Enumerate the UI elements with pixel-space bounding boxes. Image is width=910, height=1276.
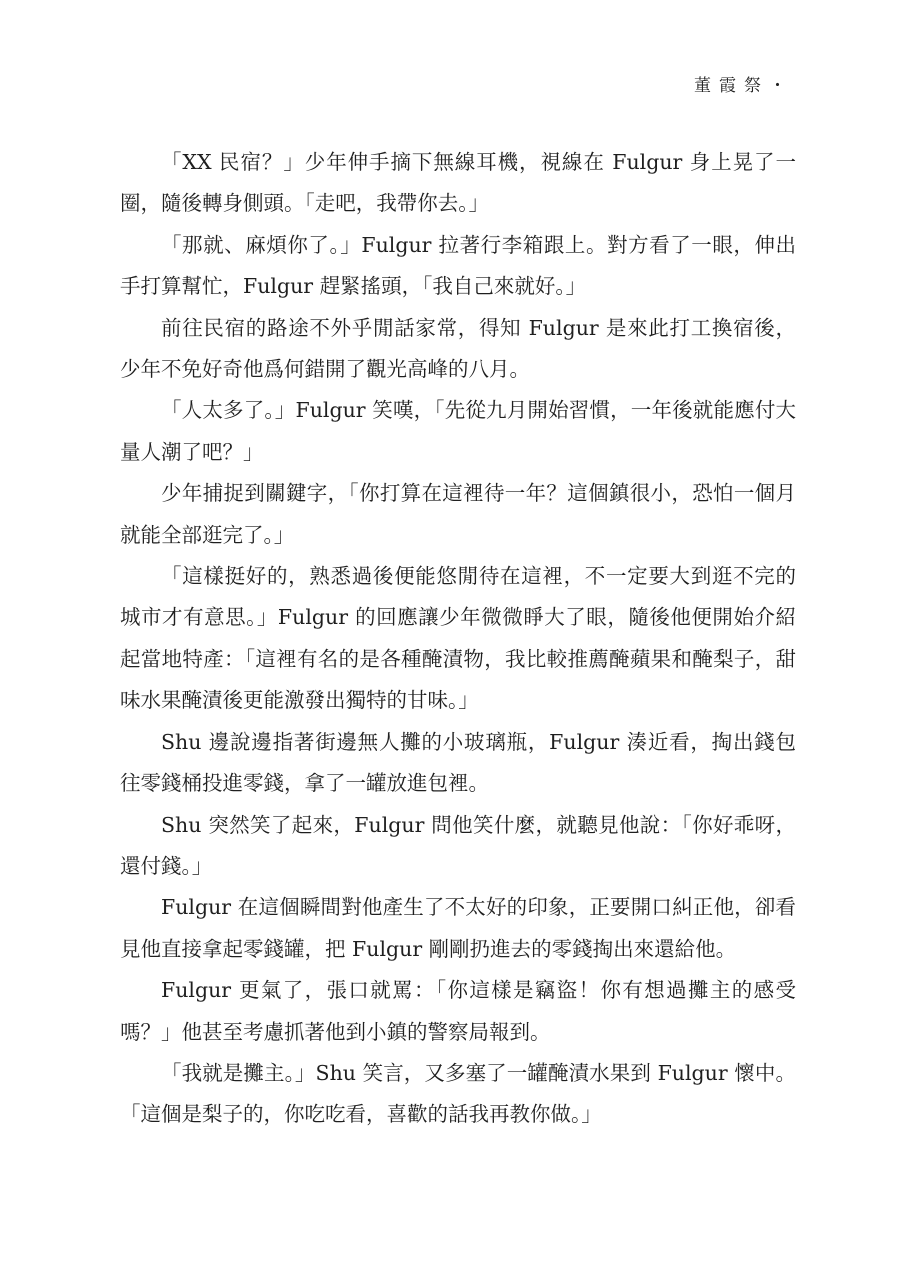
paragraph: 「我就是攤主。」Shu 笑言，又多塞了一罐醃漬水果到 Fulgur 懷中。「這個是梨子的，你吃吃看，喜歡的話我再教你做。」: [120, 1060, 796, 1127]
paragraph: 「這樣挺好的，熟悉過後便能悠閒待在這裡，不一定要大到逛不完的城市才有意思。」Fulgur 的回應讓少年微微睜大了眼，隨後他便開始介紹起當地特產：「這裡有名的是各種醃漬物，我比較推薦醃蘋果和醃梨子，甜味水果醃漬後更能激發出獨特的甘味。」: [120, 564, 796, 713]
paragraph: 少年捕捉到關鍵字，「你打算在這裡待一年？這個鎮很小，恐怕一個月就能全部逛完了。」: [120, 481, 796, 547]
body-text: [120, 142, 796, 1136]
paragraph: 「XX 民宿？」少年伸手摘下無線耳機，視線在 Fulgur 身上晃了一圈，隨後轉身側頭。「走吧，我帶你去。」: [120, 150, 796, 216]
running-header: 董霞祭・: [694, 76, 794, 96]
paragraph: Shu 突然笑了起來，Fulgur 問他笑什麼，就聽見他說：「你好乖呀，還付錢。」: [120, 812, 796, 878]
paragraph: 「那就、麻煩你了。」Fulgur 拉著行李箱跟上。對方看了一眼，伸出手打算幫忙，Fulgur 趕緊搖頭，「我自己來就好。」: [120, 232, 796, 299]
paragraph: Fulgur 在這個瞬間對他產生了不太好的印象，正要開口糾正他，卻看見他直接拿起零錢罐，把 Fulgur 剛剛扔進去的零錢掏出來還給他。: [120, 895, 796, 961]
paragraph: Shu 邊說邊指著街邊無人攤的小玻璃瓶，Fulgur 湊近看，掏出錢包往零錢桶投進零錢，拿了一罐放進包裡。: [120, 729, 796, 796]
paragraph: 前往民宿的路途不外乎閒話家常，得知 Fulgur 是來此打工換宿後，少年不免好奇他爲何錯開了觀光高峰的八月。: [120, 315, 796, 382]
paragraph: Fulgur 更氣了，張口就罵：「你這樣是竊盜！你有想過攤主的感受嗎？」他甚至考慮抓著他到小鎮的警察局報到。: [120, 978, 796, 1044]
paragraph: 「人太多了。」Fulgur 笑嘆，「先從九月開始習慣，一年後就能應付大量人潮了吧？」: [120, 398, 796, 464]
